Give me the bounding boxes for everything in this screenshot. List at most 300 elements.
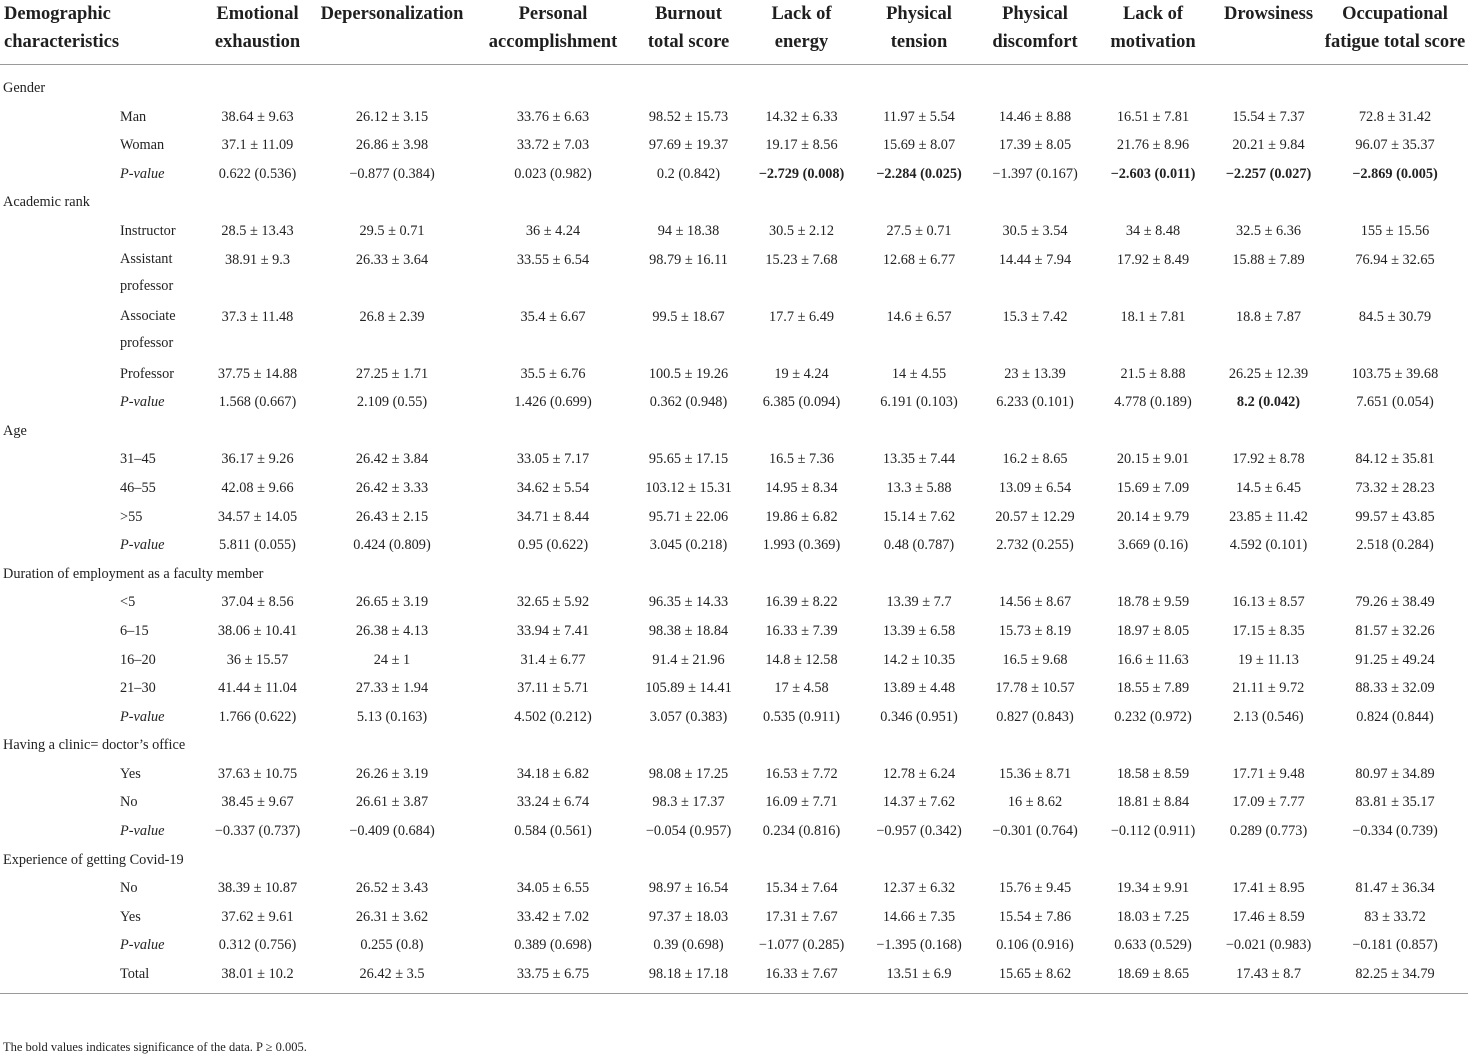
table-row [0, 503, 1468, 532]
table-cell: 18.8 ± 7.87 [1235, 308, 1302, 325]
table-cell: 8.2 (0.042) [1236, 394, 1301, 411]
table-cell: 1.993 (0.369) [762, 537, 841, 554]
table-row [0, 931, 1468, 960]
table-cell: 15.69 ± 7.09 [1116, 479, 1190, 496]
table-cell: 15.14 ± 7.62 [882, 508, 956, 525]
table-cell: 0.023 (0.982) [514, 165, 592, 182]
table-cell: 27.25 ± 1.71 [355, 365, 429, 382]
table-cell: 13.35 ± 7.44 [882, 451, 956, 468]
table-row [0, 303, 1468, 360]
table-cell: 98.38 ± 18.84 [648, 622, 729, 639]
table-cell: 2.13 (0.546) [1233, 708, 1304, 725]
table-cell: 2.518 (0.284) [1356, 537, 1434, 554]
table-cell: 33.76 ± 6.63 [516, 108, 590, 125]
table-cell: −2.869 (0.005) [1352, 165, 1438, 182]
group-row [0, 188, 1468, 217]
header-lack-of-motivation: Lack of motivation [1091, 0, 1215, 65]
table-cell: 81.57 ± 32.26 [1355, 622, 1435, 639]
group-label: Duration of employment as a faculty member [3, 565, 264, 582]
row-label: 21–30 [120, 680, 156, 697]
table-cell: 33.75 ± 6.75 [473, 960, 633, 993]
table-cell: 34 ± 8.48 [1125, 222, 1181, 239]
group-label: Academic rank [3, 194, 90, 211]
table-cell: 7.651 (0.054) [1356, 394, 1434, 411]
table-cell: 95.65 ± 17.15 [648, 451, 729, 468]
table-footnote: The bold values indicates significance of the data. P ≥ 0.005. [3, 1040, 307, 1054]
header-lack-of-energy: Lack of energy [744, 0, 859, 65]
table-cell: 18.03 ± 7.25 [1116, 908, 1190, 925]
header-physical-discomfort: Physical discomfort [979, 0, 1091, 65]
table-cell: 95.71 ± 22.06 [648, 508, 729, 525]
table-cell: 26.33 ± 3.64 [355, 251, 429, 268]
row-label: 31–45 [120, 451, 156, 468]
group-label: Experience of getting Covid-19 [3, 851, 184, 868]
row-label: No [120, 880, 138, 897]
table-cell: 16.09 ± 7.71 [765, 794, 838, 811]
table-cell: 30.5 ± 3.54 [1002, 222, 1068, 239]
table-cell: 0.362 (0.948) [649, 394, 728, 411]
table-cell: 15.23 ± 7.68 [765, 251, 838, 268]
table-cell: 14.5 ± 6.45 [1235, 479, 1302, 496]
table-cell: 76.94 ± 32.65 [1355, 251, 1435, 268]
table-cell: 1.426 (0.699) [514, 394, 592, 411]
table-cell: 16.2 ± 8.65 [1002, 451, 1068, 468]
table-cell: 26.8 ± 2.39 [359, 308, 425, 325]
table-cell: 24 ± 1 [373, 651, 411, 668]
row-label: Associate professor [120, 307, 176, 352]
table-cell: 13.3 ± 5.88 [886, 479, 952, 496]
table-cell: 88.33 ± 32.09 [1355, 680, 1435, 697]
table-cell: 16.6 ± 11.63 [1117, 651, 1189, 668]
table-cell: 26.38 ± 4.13 [355, 622, 429, 639]
table-cell: 17.31 ± 7.67 [765, 908, 838, 925]
table-cell: 19 ± 4.24 [774, 365, 829, 382]
table-cell: 34.71 ± 8.44 [516, 508, 590, 525]
table-cell: 97.69 ± 19.37 [648, 137, 729, 154]
table-cell: 0.424 (0.809) [353, 537, 431, 554]
table-row [0, 217, 1468, 246]
row-label: <5 [120, 594, 136, 611]
table-cell: −0.409 (0.684) [349, 823, 435, 840]
table-cell: −0.021 (0.983) [1225, 937, 1312, 954]
row-label: >55 [120, 508, 143, 525]
table-cell: 0.106 (0.916) [996, 937, 1074, 954]
table-cell: 99.5 ± 18.67 [652, 308, 725, 325]
table-cell: 13.89 ± 4.48 [882, 680, 956, 697]
row-label: P-value [120, 537, 165, 554]
table-row [0, 103, 1468, 132]
table-cell: 83 ± 33.72 [1364, 908, 1426, 925]
table-cell: 26.42 ± 3.5 [311, 960, 473, 993]
table-cell: 98.08 ± 17.25 [648, 765, 729, 782]
table-cell: 96.35 ± 14.33 [648, 594, 729, 611]
table-cell: 38.64 ± 9.63 [221, 108, 294, 125]
table-cell: 17.39 ± 8.05 [998, 137, 1072, 154]
table-cell: 26.26 ± 3.19 [355, 765, 429, 782]
table-cell: 34.62 ± 5.54 [516, 479, 590, 496]
table-cell: 155 ± 15.56 [1360, 222, 1430, 239]
table-cell: 0.289 (0.773) [1229, 823, 1308, 840]
table-row [0, 703, 1468, 732]
table-cell: 0.584 (0.561) [514, 823, 592, 840]
table-cell: 103.75 ± 39.68 [1351, 365, 1439, 382]
table-cell: 0.232 (0.972) [1114, 708, 1192, 725]
table-cell: 36.17 ± 9.26 [221, 451, 294, 468]
table-cell: 30.5 ± 2.12 [768, 222, 835, 239]
table-cell: 37.04 ± 8.56 [221, 594, 294, 611]
table-row [0, 445, 1468, 474]
table-cell: 0.346 (0.951) [880, 708, 958, 725]
group-label: Gender [3, 80, 46, 96]
table-cell: 33.55 ± 6.54 [516, 251, 590, 268]
table-row [0, 674, 1468, 703]
table-cell: 26.65 ± 3.19 [355, 594, 429, 611]
table-row [0, 360, 1468, 389]
table-cell: 0.633 (0.529) [1114, 937, 1192, 954]
table-row [0, 531, 1468, 560]
table-cell: 73.32 ± 28.23 [1355, 479, 1435, 496]
table-cell: 20.21 ± 9.84 [1232, 137, 1305, 154]
table-cell: 82.25 ± 34.79 [1322, 960, 1468, 993]
table-cell: 98.3 ± 17.37 [652, 794, 725, 811]
table-cell: 26.12 ± 3.15 [355, 108, 429, 125]
row-label: P-value [120, 394, 165, 411]
table-cell: 23.85 ± 11.42 [1229, 508, 1308, 525]
table-cell: 3.057 (0.383) [649, 708, 728, 725]
table-cell: 29.5 ± 0.71 [359, 222, 425, 239]
table-cell: −0.301 (0.764) [992, 823, 1078, 840]
table-cell: 18.55 ± 7.89 [1116, 680, 1190, 697]
table-cell: 26.43 ± 2.15 [355, 508, 429, 525]
table-cell: 6.233 (0.101) [996, 394, 1074, 411]
table-cell: 13.09 ± 6.54 [998, 479, 1072, 496]
table-cell: 19.86 ± 6.82 [765, 508, 838, 525]
table-cell: 28.5 ± 13.43 [221, 222, 294, 239]
table-cell: 38.06 ± 10.41 [217, 622, 298, 639]
table-cell: 15.54 ± 7.86 [998, 908, 1072, 925]
table-cell: 36 ± 4.24 [525, 222, 581, 239]
table-cell: 27.5 ± 0.71 [886, 222, 952, 239]
table-cell: 14.37 ± 7.62 [882, 794, 956, 811]
header-personal-accomplishment: Personal accomplishment [473, 0, 633, 65]
table-cell: 19.34 ± 9.91 [1116, 880, 1190, 897]
row-label: Professor [120, 365, 175, 382]
table-cell: 16.33 ± 7.67 [744, 960, 859, 993]
table-cell: 34.57 ± 14.05 [217, 508, 298, 525]
header-drowsiness: Drowsiness [1215, 0, 1322, 65]
table-cell: 0.389 (0.698) [514, 937, 592, 954]
row-label: 46–55 [120, 479, 156, 496]
table-cell: 91.4 ± 21.96 [652, 651, 725, 668]
table-cell: 3.045 (0.218) [649, 537, 728, 554]
table-cell: 21.76 ± 8.96 [1116, 137, 1190, 154]
table-cell: 26.25 ± 12.39 [1228, 365, 1309, 382]
table-cell: 0.48 (0.787) [883, 537, 955, 554]
table-cell: 4.778 (0.189) [1114, 394, 1192, 411]
table-cell: 16.53 ± 7.72 [765, 765, 838, 782]
table-cell: 37.11 ± 5.71 [517, 680, 589, 697]
table-cell: 14.56 ± 8.67 [998, 594, 1072, 611]
table-cell: 16.39 ± 8.22 [765, 594, 838, 611]
table-cell: 98.79 ± 16.11 [649, 251, 728, 268]
table-cell: 6.191 (0.103) [880, 394, 958, 411]
table-cell: 14.66 ± 7.35 [882, 908, 956, 925]
spacer-row [0, 65, 1468, 75]
table-cell: 37.3 ± 11.48 [221, 308, 294, 325]
table-cell: 15.65 ± 8.62 [979, 960, 1091, 993]
table-cell: 3.669 (0.16) [1117, 537, 1189, 554]
table-cell: 6.385 (0.094) [762, 394, 841, 411]
table-cell: 15.34 ± 7.64 [765, 880, 838, 897]
table-cell: −0.957 (0.342) [876, 823, 962, 840]
table-cell: 35.5 ± 6.76 [520, 365, 586, 382]
table-cell: 16.5 ± 9.68 [1002, 651, 1068, 668]
table-cell: 18.58 ± 8.59 [1116, 765, 1190, 782]
table-cell: 83.81 ± 35.17 [1355, 794, 1435, 811]
table-cell: 15.73 ± 8.19 [998, 622, 1072, 639]
row-label: P-value [120, 165, 165, 182]
row-label: 6–15 [120, 622, 149, 639]
table-cell: 33.24 ± 6.74 [516, 794, 590, 811]
table-cell: 18.78 ± 9.59 [1116, 594, 1190, 611]
header-occupational-fatigue-total-score: Occupational fatigue total score [1322, 0, 1468, 65]
table-row [0, 817, 1468, 846]
table-cell: −1.395 (0.168) [876, 937, 962, 954]
table-row [0, 874, 1468, 903]
table-cell: 19 ± 11.13 [1238, 651, 1299, 668]
table-row [0, 617, 1468, 646]
table-cell: 16 ± 8.62 [1007, 794, 1063, 811]
table-row [0, 760, 1468, 789]
table-cell: 16.51 ± 7.81 [1116, 108, 1190, 125]
table-cell: 20.15 ± 9.01 [1116, 451, 1190, 468]
table-cell: 20.57 ± 12.29 [995, 508, 1075, 525]
row-label: Yes [120, 765, 141, 782]
table-cell: 0.95 (0.622) [517, 537, 589, 554]
table-cell: −1.397 (0.167) [992, 165, 1078, 182]
table-cell: 96.07 ± 35.37 [1355, 137, 1435, 154]
table-cell: 33.94 ± 7.41 [516, 622, 590, 639]
table-cell: 18.81 ± 8.84 [1116, 794, 1190, 811]
table-cell: 0.535 (0.911) [763, 708, 840, 725]
table-cell: 17.71 ± 9.48 [1232, 765, 1305, 782]
table-cell: 38.01 ± 10.2 [204, 960, 311, 993]
table-cell: −0.054 (0.957) [645, 823, 732, 840]
table-cell: 42.08 ± 9.66 [221, 479, 294, 496]
table-cell: 5.811 (0.055) [219, 537, 296, 554]
table-cell: 16.5 ± 7.36 [768, 451, 835, 468]
table-cell: 99.57 ± 43.85 [1355, 508, 1435, 525]
table-cell: 105.89 ± 14.41 [645, 680, 732, 697]
table-cell: 32.5 ± 6.36 [1235, 222, 1302, 239]
table-cell: 15.3 ± 7.42 [1002, 308, 1068, 325]
table-cell: 0.234 (0.816) [762, 823, 841, 840]
table-cell: 17.41 ± 8.95 [1232, 880, 1305, 897]
table-row [0, 388, 1468, 417]
table-cell: 23 ± 13.39 [1004, 365, 1066, 382]
table-cell: 94 ± 18.38 [657, 222, 720, 239]
table-row [0, 788, 1468, 817]
table-row [0, 246, 1468, 303]
header-emotional-exhaustion: Emotional exhaustion [204, 0, 311, 65]
table-cell: 15.76 ± 9.45 [998, 880, 1072, 897]
row-label: P-value [120, 708, 165, 725]
table-cell: 0.39 (0.698) [653, 937, 724, 954]
table-cell: 31.4 ± 6.77 [520, 651, 586, 668]
table-cell: −2.603 (0.011) [1110, 165, 1196, 182]
table-cell: 0.312 (0.756) [218, 937, 297, 954]
table-cell: −0.877 (0.384) [349, 165, 435, 182]
table-cell: 0.622 (0.536) [218, 165, 297, 182]
table-cell: 79.26 ± 38.49 [1355, 594, 1435, 611]
table-cell: 18.97 ± 8.05 [1116, 622, 1190, 639]
group-row [0, 74, 1468, 103]
table-cell: 38.91 ± 9.3 [224, 251, 291, 268]
table-row [0, 474, 1468, 503]
table-row [0, 960, 1468, 993]
table-cell: 14.44 ± 7.94 [998, 251, 1072, 268]
table-cell: 13.51 ± 6.9 [859, 960, 979, 993]
table-cell: 14.8 ± 12.58 [765, 651, 838, 668]
table-cell: 12.78 ± 6.24 [882, 765, 956, 782]
table-cell: 0.827 (0.843) [996, 708, 1074, 725]
table-cell: 103.12 ± 15.31 [645, 479, 732, 496]
row-label: Total [0, 960, 204, 993]
spacer-cell [0, 65, 1468, 75]
table-cell: −0.181 (0.857) [1352, 937, 1438, 954]
table-cell: 17.7 ± 6.49 [768, 308, 835, 325]
table-cell: 26.52 ± 3.43 [355, 880, 429, 897]
table-cell: −2.257 (0.027) [1225, 165, 1312, 182]
table-cell: 91.25 ± 49.24 [1355, 651, 1435, 668]
group-label: Age [3, 422, 27, 439]
header-physical-tension: Physical tension [859, 0, 979, 65]
table-cell: 34.05 ± 6.55 [516, 880, 590, 897]
table-row [0, 160, 1468, 189]
table-cell: 15.69 ± 8.07 [882, 137, 956, 154]
table-cell: 17.15 ± 8.35 [1232, 622, 1305, 639]
table-cell: 1.568 (0.667) [218, 394, 297, 411]
table-cell: 15.88 ± 7.89 [1232, 251, 1305, 268]
row-label: Yes [120, 908, 141, 925]
table-cell: 33.72 ± 7.03 [516, 137, 590, 154]
table-cell: 12.37 ± 6.32 [882, 880, 956, 897]
row-label: Assistant professor [120, 250, 174, 295]
table-row [0, 646, 1468, 675]
table-header [0, 0, 1468, 65]
table-row [0, 588, 1468, 617]
group-row [0, 560, 1468, 589]
table-cell: 38.45 ± 9.67 [221, 794, 294, 811]
table-cell: 98.18 ± 17.18 [633, 960, 744, 993]
header-burnout-total-score: Burnout total score [633, 0, 744, 65]
table-cell: 97.37 ± 18.03 [648, 908, 729, 925]
table-cell: 14.95 ± 8.34 [765, 479, 838, 496]
table-cell: 15.36 ± 8.71 [998, 765, 1072, 782]
table-cell: 33.05 ± 7.17 [516, 451, 590, 468]
row-label: 16–20 [120, 651, 156, 668]
table-cell: 26.42 ± 3.84 [355, 451, 429, 468]
table-cell: 98.97 ± 16.54 [648, 880, 729, 897]
table-cell: 15.54 ± 7.37 [1232, 108, 1305, 125]
row-label: Man [120, 108, 147, 125]
table-cell: 17.43 ± 8.7 [1215, 960, 1322, 993]
table-cell: 21.5 ± 8.88 [1120, 365, 1186, 382]
table-cell: −2.284 (0.025) [876, 165, 962, 182]
table-cell: −0.112 (0.911) [1110, 823, 1196, 840]
table-cell: 26.61 ± 3.87 [355, 794, 429, 811]
table-cell: 0.2 (0.842) [656, 165, 721, 182]
row-label: P-value [120, 823, 165, 840]
table-cell: 33.42 ± 7.02 [516, 908, 590, 925]
group-label: Having a clinic= doctor’s office [3, 737, 186, 754]
table-cell: 38.39 ± 10.87 [217, 880, 298, 897]
table-cell: 13.39 ± 7.7 [886, 594, 952, 611]
table-cell: 0.824 (0.844) [1356, 708, 1434, 725]
table-cell: 19.17 ± 8.56 [765, 137, 838, 154]
table-cell: 37.1 ± 11.09 [221, 137, 294, 154]
table-cell: 12.68 ± 6.77 [882, 251, 956, 268]
row-label: P-value [120, 937, 165, 954]
table-row [0, 131, 1468, 160]
table-cell: 100.5 ± 19.26 [648, 365, 729, 382]
header-depersonalization: Depersonalization [311, 0, 473, 65]
table-cell: 20.14 ± 9.79 [1116, 508, 1190, 525]
table-cell: 84.12 ± 35.81 [1355, 451, 1435, 468]
table-cell: 18.69 ± 8.65 [1091, 960, 1215, 993]
table-cell: 1.766 (0.622) [218, 708, 297, 725]
table-cell: 14.46 ± 8.88 [998, 108, 1072, 125]
table-cell: 34.18 ± 6.82 [516, 765, 590, 782]
table-cell: 26.31 ± 3.62 [355, 908, 429, 925]
group-row [0, 846, 1468, 875]
table-body [0, 65, 1468, 994]
table-cell: 26.42 ± 3.33 [355, 479, 429, 496]
group-row [0, 731, 1468, 760]
table-cell: −1.077 (0.285) [758, 937, 845, 954]
table-cell: 35.4 ± 6.67 [520, 308, 586, 325]
table-cell: 17 ± 4.58 [774, 680, 829, 697]
header-demographic-characteristics: Demographic characteristics [0, 0, 204, 65]
table-cell: 16.33 ± 7.39 [765, 622, 838, 639]
table-cell: 17.92 ± 8.49 [1116, 251, 1190, 268]
table-cell: 32.65 ± 5.92 [516, 594, 590, 611]
table-cell: 18.1 ± 7.81 [1120, 308, 1186, 325]
table-cell: 2.732 (0.255) [996, 537, 1074, 554]
table-cell: 37.62 ± 9.61 [221, 908, 294, 925]
table-cell: 14 ± 4.55 [891, 365, 947, 382]
row-label: Woman [120, 137, 165, 154]
table-cell: 26.86 ± 3.98 [355, 137, 429, 154]
table-cell: 2.109 (0.55) [356, 394, 428, 411]
table-cell: 11.97 ± 5.54 [883, 108, 955, 125]
table-cell: 17.46 ± 8.59 [1232, 908, 1305, 925]
table-cell: 37.75 ± 14.88 [217, 365, 298, 382]
table-cell: 4.592 (0.101) [1229, 537, 1308, 554]
table-cell: 17.92 ± 8.78 [1232, 451, 1305, 468]
table-cell: 36 ± 15.57 [226, 651, 289, 668]
table-cell: 41.44 ± 11.04 [218, 680, 297, 697]
table-cell: 21.11 ± 9.72 [1232, 680, 1305, 697]
table-cell: −2.729 (0.008) [758, 165, 845, 182]
table-cell: 16.13 ± 8.57 [1232, 594, 1305, 611]
table-cell: 0.255 (0.8) [360, 937, 424, 954]
table-cell: 84.5 ± 30.79 [1358, 308, 1432, 325]
table-cell: 17.78 ± 10.57 [995, 680, 1075, 697]
group-row [0, 417, 1468, 446]
table-cell: −0.337 (0.737) [214, 823, 301, 840]
row-label: Instructor [120, 222, 176, 239]
